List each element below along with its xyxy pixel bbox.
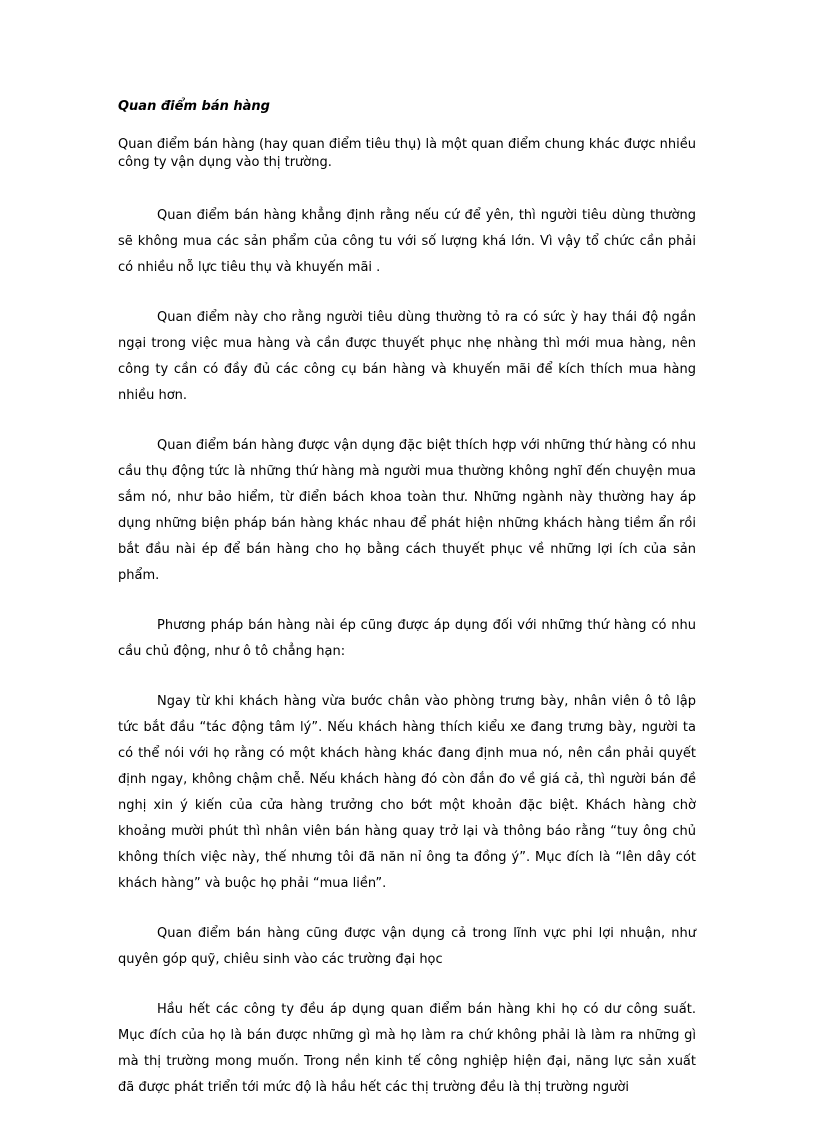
body-paragraph: Quan điểm bán hàng khẳng định rằng nếu cứ để yên, thì người tiêu dùng thường sẽ không mua các sản phẩm của công tu với số lượng khá lớn. Vì vậy tổ chức cần phải có nhiều nỗ lực tiêu thụ và khuyến mãi .: [118, 208, 696, 275]
body-paragraph: Phương pháp bán hàng nài ép cũng được áp dụng đối với những thứ hàng có nhu cầu chủ động, như ô tô chẳng hạn:: [118, 618, 696, 659]
body-paragraph: Ngay từ khi khách hàng vừa bước chân vào phòng trưng bày, nhân viên ô tô lập tức bắt đầu “tác động tâm lý”. Nếu khách hàng thích kiểu xe đang trưng bày, người ta có thể nói với họ rằng có một khách hàng khác đang định mua nó, nên cần phải quyết định ngay, không chậm chễ. Nếu khách hàng đó còn đắn đo về giá cả, thì người bán đề nghị xin ý kiến của cửa hàng trưởng cho bớt một khoản đặc biệt. Khách hàng chờ khoảng mười phút thì nhân viên bán hàng quay trở lại và thông báo rằng “tuy ông chủ không thích việc này, thế nhưng tôi đã năn nỉ ông ta đồng ý”. Mục đích là “lên dây cót khách hàng” và buộc họ phải “mua liền”.: [118, 694, 696, 891]
intro-paragraph: Quan điểm bán hàng (hay quan điểm tiêu thụ) là một quan điểm chung khác được nhiều công ty vận dụng vào thị trường.: [118, 137, 696, 170]
body-paragraph: Quan điểm bán hàng cũng được vận dụng cả trong lĩnh vực phi lợi nhuận, như quyên góp quỹ, chiêu sinh vào các trường đại học: [118, 926, 696, 967]
body-paragraph: Hầu hết các công ty đều áp dụng quan điểm bán hàng khi họ có dư công suất. Mục đích của họ là bán được những gì mà họ làm ra chứ không phải là làm ra những gì mà thị trường mong muốn. Trong nền kinh tế công nghiệp hiện đại, năng lực sản xuất đã được phát triển tới mức độ là hầu hết các thị trường đều là thị trường người: [118, 1002, 696, 1095]
body-paragraph: Quan điểm bán hàng được vận dụng đặc biệt thích hợp với những thứ hàng có nhu cầu thụ động tức là những thứ hàng mà người mua thường không nghĩ đến chuyện mua sắm nó, như bảo hiểm, từ điển bách khoa toàn thư. Những ngành này thường hay áp dụng những biện pháp bán hàng khác nhau để phát hiện những khách hàng tiềm ẩn rồi bắt đầu nài ép để bán hàng cho họ bằng cách thuyết phục về những lợi ích của sản phẩm.: [118, 438, 696, 583]
document-title: Quan điểm bán hàng: [118, 99, 270, 114]
document-page: [118, 98, 696, 1125]
body-paragraph: Quan điểm này cho rằng người tiêu dùng thường tỏ ra có sức ỳ hay thái độ ngần ngại trong việc mua hàng và cần được thuyết phục nhẹ nhàng thì mới mua hàng, nên công ty cần có đầy đủ các công cụ bán hàng và khuyến mãi để kích thích mua hàng nhiều hơn.: [118, 310, 696, 403]
